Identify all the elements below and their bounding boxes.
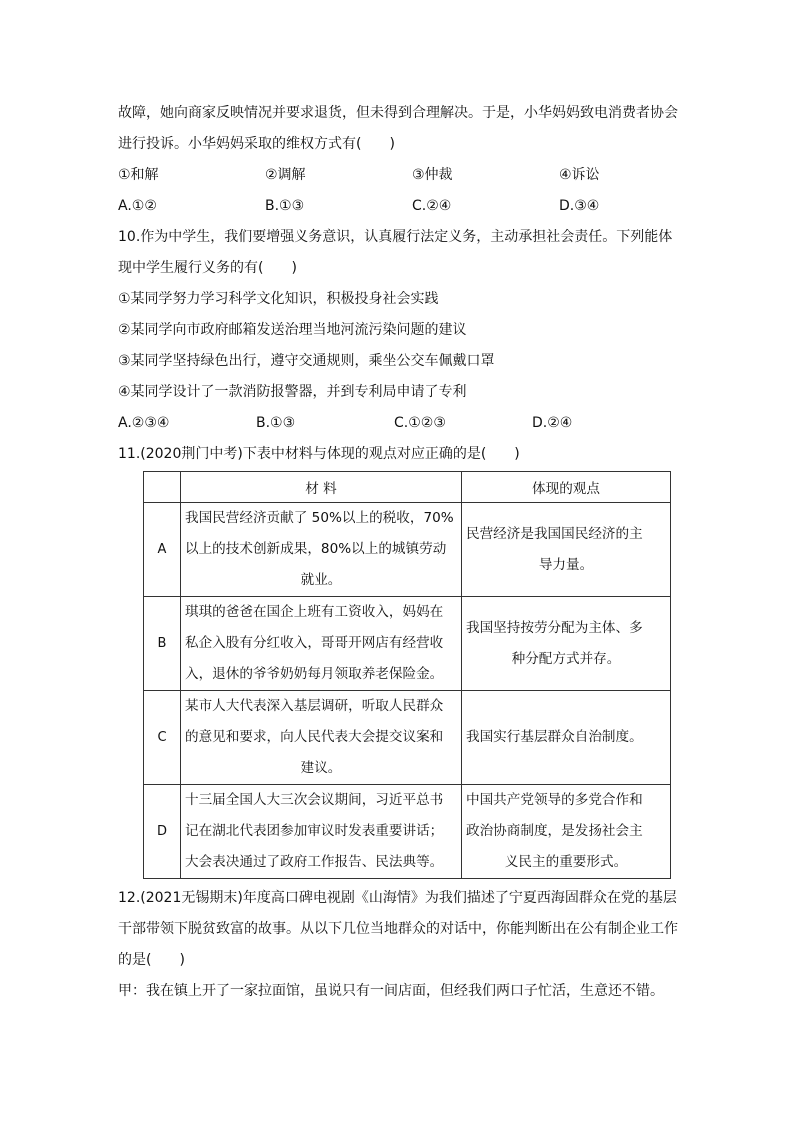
row-material (181, 691, 462, 785)
material-line: 私企入股有分红收入，哥哥开网店有经营收 (185, 635, 444, 651)
row-view (462, 691, 671, 785)
material-line: 的意见和要求，向人民代表大会提交议案和 (185, 729, 444, 745)
exam-page (118, 98, 678, 1007)
q9-stem-line-2: 进行投诉。小华妈妈采取的维权方式有( ) (118, 136, 395, 152)
table-row-a (144, 503, 671, 597)
row-label: D (144, 785, 181, 879)
material-line: 就业。 (300, 572, 342, 588)
q10-choice-d: D.②④ (532, 415, 573, 431)
q9-item: ④诉讼 (559, 167, 600, 183)
row-label: A (144, 503, 181, 597)
table-row-d (144, 785, 671, 879)
table-header-blank (144, 472, 181, 503)
q9-item: ②调解 (265, 167, 306, 183)
q9-choice-b: B.①③ (265, 198, 305, 214)
q10-item: ②某同学向市政府邮箱发送治理当地河流污染问题的建议 (118, 322, 467, 338)
row-material (181, 785, 462, 879)
view-line: 义民主的重要形式。 (504, 854, 628, 870)
row-material (181, 597, 462, 691)
q9-choices (118, 191, 678, 222)
view-line: 我国实行基层群众自治制度。 (466, 729, 643, 745)
row-label: C (144, 691, 181, 785)
view-line: 种分配方式并存。 (511, 650, 621, 667)
row-label: B (144, 597, 181, 691)
q10-item: ③某同学坚持绿色出行，遵守交通规则，乘坐公交车佩戴口罩 (118, 353, 495, 369)
q9-choice-d: D.③④ (559, 198, 600, 214)
q12-stem-line-2: 干部带领下脱贫致富的故事。从以下几位当地群众的对话中，你能判断出在公有制企业工作 (118, 921, 678, 937)
material-line: 琪琪的爸爸在国企上班有工资收入，妈妈在 (185, 604, 444, 620)
view-line: 导力量。 (538, 556, 594, 573)
q10-item: ④某同学设计了一款消防报警器，并到专利局申请了专利 (118, 384, 467, 400)
table-header-material: 材 料 (181, 472, 462, 503)
q12-stem-line-1: 12.(2021无锡期末)年度高口碑电视剧《山海情》为我们描述了宁夏西海固群众在党的基层 (118, 890, 677, 906)
q12-stem-line-3: 的是( ) (118, 952, 185, 968)
table-row-b (144, 597, 671, 691)
material-line: 记在湖北代表团参加审议时发表重要讲话； (185, 823, 444, 839)
material-line: 某市人大代表深入基层调研，听取人民群众 (185, 698, 444, 714)
table-header-row (144, 472, 671, 503)
q10-choice-a: A.②③④ (118, 415, 170, 431)
q9-item: ①和解 (118, 167, 159, 183)
q11-stem: 11.(2020荆门中考)下表中材料与体现的观点对应正确的是( ) (118, 446, 520, 462)
table-row-c (144, 691, 671, 785)
q11-table (143, 471, 671, 879)
q9-stem-line-1: 故障，她向商家反映情况并要求退货，但未得到合理解决。于是，小华妈妈致电消费者协会 (118, 105, 678, 121)
q10-choice-c: C.①②③ (394, 415, 446, 431)
q9-choice-a: A.①② (118, 198, 157, 214)
row-view (462, 597, 671, 691)
q9-items (118, 160, 678, 191)
view-line: 民营经济是我国国民经济的主 (466, 525, 643, 542)
q10-choices (118, 408, 678, 439)
row-view (462, 503, 671, 597)
view-line: 政治协商制度，是发扬社会主 (466, 823, 643, 839)
material-line: 入，退休的爷爷奶奶每月领取养老保险金。 (185, 666, 444, 682)
table-header-view: 体现的观点 (462, 472, 671, 503)
q12-dialogue-jia: 甲：我在镇上开了一家拉面馆，虽说只有一间店面，但经我们两口子忙活，生意还不错。 (118, 983, 664, 999)
row-material (181, 503, 462, 597)
q9-item: ③仲裁 (412, 167, 453, 183)
material-line: 大会表决通过了政府工作报告、民法典等。 (185, 854, 444, 870)
material-line: 以上的技术创新成果，80%以上的城镇劳动 (185, 541, 447, 557)
q10-item: ①某同学努力学习科学文化知识，积极投身社会实践 (118, 291, 439, 307)
view-line: 中国共产党领导的多党合作和 (466, 792, 643, 808)
q10-choice-b: B.①③ (256, 415, 296, 431)
material-line: 十三届全国人大三次会议期间，习近平总书 (185, 792, 444, 808)
q10-stem-line-1: 10.作为中学生，我们要增强义务意识，认真履行法定义务，主动承担社会责任。下列能体 (118, 229, 673, 245)
row-view (462, 785, 671, 879)
material-line: 建议。 (300, 760, 342, 776)
view-line: 我国坚持按劳分配为主体、多 (466, 619, 643, 636)
q9-choice-c: C.②④ (412, 198, 452, 214)
material-line: 我国民营经济贡献了 50%以上的税收，70% (185, 510, 454, 526)
q10-stem-line-2: 现中学生履行义务的有( ) (118, 260, 297, 276)
